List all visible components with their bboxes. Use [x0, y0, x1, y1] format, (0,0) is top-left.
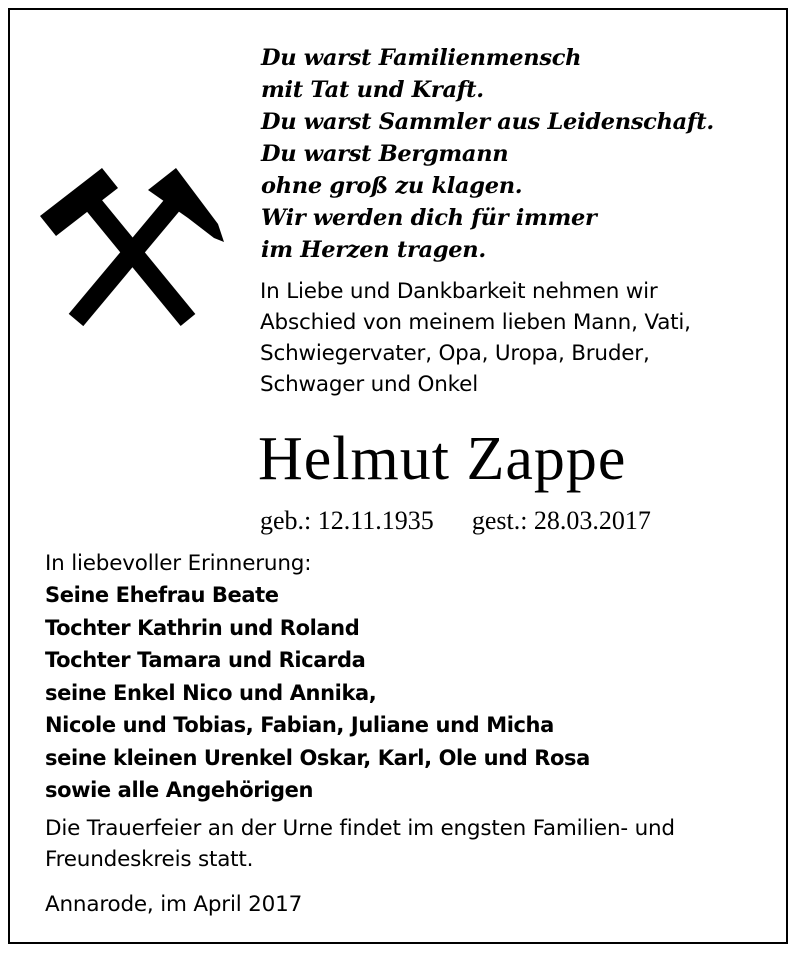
intro-line: Schwager und Onkel — [260, 372, 478, 397]
family-line: Tochter Kathrin und Roland — [45, 615, 360, 640]
family-line: sowie alle Angehörigen — [45, 778, 314, 802]
funeral-notice — [45, 813, 675, 875]
intro-line: Schwiegervater, Opa, Uropa, Bruder, — [260, 341, 650, 366]
deceased-name: Helmut Zappe — [258, 425, 627, 493]
family-line: Nicole und Tobias, Fabian, Juliane und Micha — [45, 713, 554, 737]
family-line: seine Enkel Nico und Annika, — [45, 680, 377, 705]
family-line: Tochter Tamara und Ricarda — [45, 648, 366, 672]
poem-line: Du warst Sammler aus Leidenschaft. — [261, 109, 714, 135]
poem-line: im Herzen tragen. — [261, 237, 486, 263]
poem-line: Wir werden dich für immer — [261, 205, 597, 231]
poem — [261, 42, 714, 266]
intro-line: In Liebe und Dankbarkeit nehmen wir — [260, 279, 658, 304]
intro-line: Abschied von meinem lieben Mann, Vati, — [260, 310, 691, 335]
poem-line: mit Tat und Kraft. — [261, 77, 484, 103]
notice-line: Die Trauerfeier an der Urne findet im engsten Familien- und — [45, 816, 675, 841]
life-dates — [260, 506, 651, 536]
intro-text — [260, 276, 691, 400]
family-line: seine kleinen Urenkel Oskar, Karl, Ole und Rosa — [45, 745, 590, 770]
family-line: Seine Ehefrau Beate — [45, 583, 279, 607]
notice-line: Freundeskreis statt. — [45, 847, 254, 872]
hammer-and-pick-icon — [38, 168, 228, 333]
poem-line: Du warst Bergmann — [261, 141, 509, 167]
memory-heading: In liebevoller Erinnerung: — [45, 551, 312, 576]
place-and-date: Annarode, im April 2017 — [45, 892, 303, 917]
poem-line: Du warst Familienmensch — [261, 45, 582, 71]
family-list — [45, 579, 590, 807]
death-date: gest.: 28.03.2017 — [471, 506, 651, 535]
birth-date: geb.: 12.11.1935 — [260, 506, 434, 535]
poem-line: ohne groß zu klagen. — [261, 173, 523, 199]
